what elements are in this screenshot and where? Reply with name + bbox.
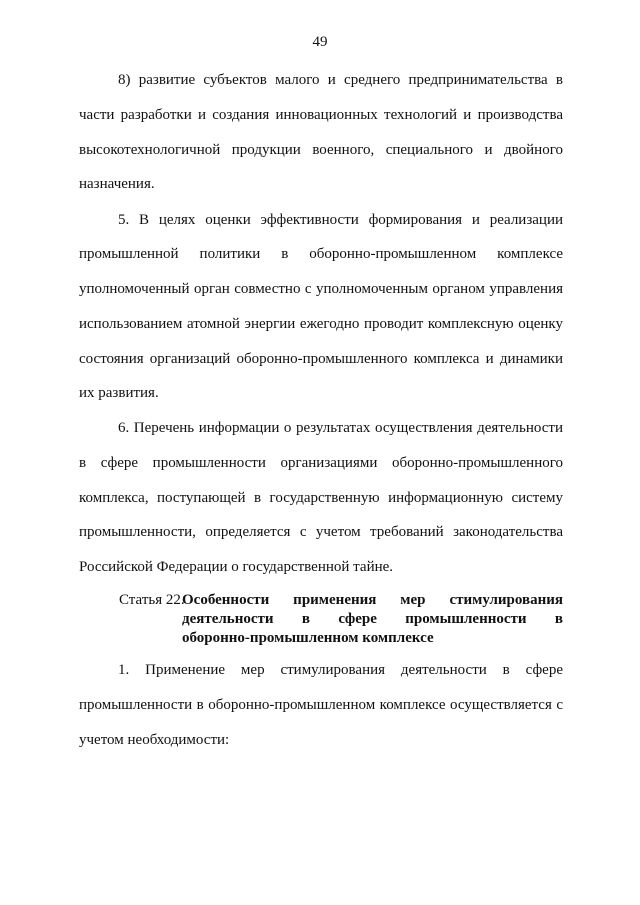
paragraph-line: 6. Перечень информации о результатах осуществления деятельности <box>118 420 563 436</box>
paragraph-line: промышленности, определяется с учетом требований законодательства <box>79 524 563 540</box>
paragraph-line: 5. В целях оценки эффективности формирования и реализации <box>118 212 563 228</box>
paragraph-line: 8) развитие субъектов малого и среднего предпринимательства в <box>118 72 563 88</box>
paragraph-line: состояния организаций оборонно-промышленного комплекса и динамики <box>79 351 563 367</box>
paragraph-line: назначения. <box>79 176 155 192</box>
paragraph-line: промышленной политики в оборонно-промышленном комплексе <box>79 246 563 262</box>
article-heading <box>182 591 563 648</box>
article-heading-line: деятельности в сфере промышленности в <box>182 611 563 627</box>
paragraph-line: использованием атомной энергии ежегодно проводит комплексную оценку <box>79 316 563 332</box>
paragraph-line: учетом необходимости: <box>79 732 230 748</box>
page-number: 49 <box>312 34 328 50</box>
paragraph-line: их развития. <box>79 385 159 401</box>
paragraph-line: части разработки и создания инновационных технологий и производства <box>79 107 563 123</box>
paragraph-line: уполномоченный орган совместно с уполномоченным органом управления <box>79 281 563 297</box>
article-label: Статья 22. <box>119 592 185 608</box>
article-heading-line: оборонно-промышленном комплексе <box>182 630 434 646</box>
paragraph-line: в сфере промышленности организациями оборонно-промышленного <box>79 455 563 471</box>
paragraph-line: 1. Применение мер стимулирования деятельности в сфере <box>118 662 563 678</box>
paragraph-line: комплекса, поступающей в государственную информационную систему <box>79 490 563 506</box>
paragraph-line: промышленности в оборонно-промышленном комплексе осуществляется с <box>79 697 563 713</box>
paragraph-line: Российской Федерации о государственной тайне. <box>79 559 394 575</box>
paragraph-line: высокотехнологичной продукции военного, специального и двойного <box>79 142 563 158</box>
article-heading-line: Особенности применения мер стимулирования <box>182 592 563 608</box>
